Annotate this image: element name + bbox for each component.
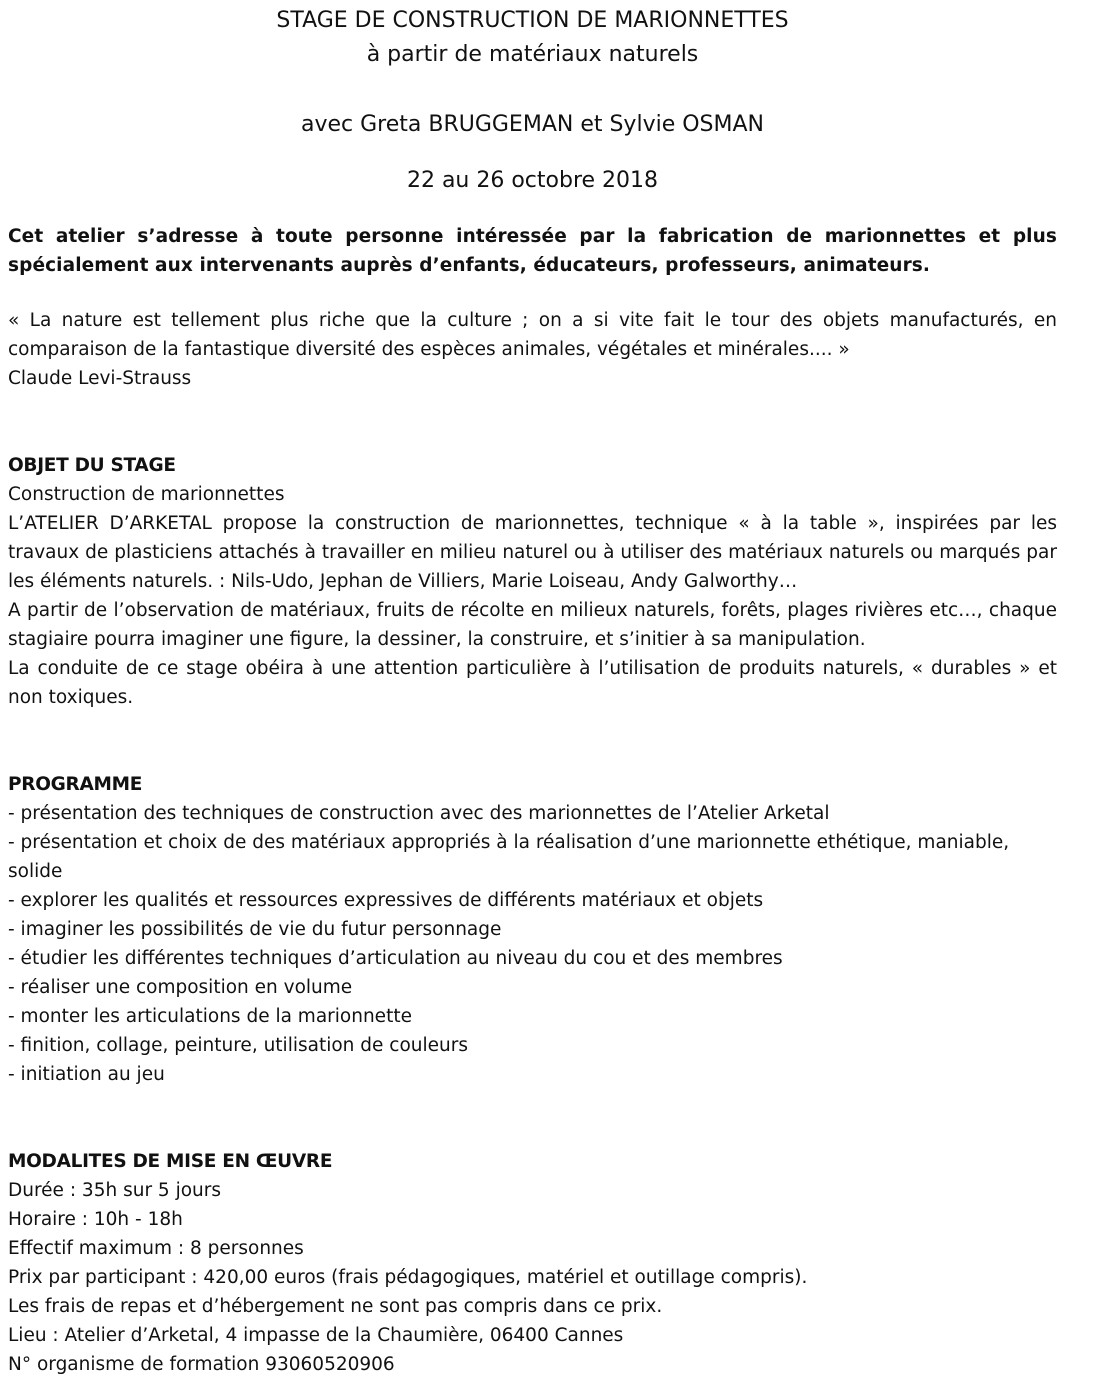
section-title-programme: PROGRAMME bbox=[8, 774, 143, 795]
quote-author: Claude Levi-Strauss bbox=[8, 368, 192, 389]
modalites-line: Durée : 35h sur 5 jours bbox=[8, 1180, 222, 1201]
programme-item: - monter les articulations de la marionnette bbox=[8, 1006, 412, 1027]
intro-paragraph: Cet atelier s’adresse à toute personne intéressée par la fabrication de marionnettes et plus spécialement aux intervenants auprès d’enfants, éducateurs, professeurs, animateurs. bbox=[8, 226, 1057, 276]
section-objet bbox=[8, 451, 1057, 712]
programme-item: - présentation et choix de des matériaux appropriés à la réalisation d’une marionnette ethétique, maniable, solide bbox=[8, 832, 1010, 882]
programme-item: - étudier les différentes techniques d’articulation au niveau du cou et des membres bbox=[8, 948, 783, 969]
title-block bbox=[8, 0, 1057, 72]
programme-item: - présentation des techniques de construction avec des marionnettes de l’Atelier Arketal bbox=[8, 803, 830, 824]
quote-text: « La nature est tellement plus riche que la culture ; on a si vite fait le tour des objets manufacturés, en comparaison de la fantastique diversité des espèces animales, végétales et minérales.... » bbox=[8, 310, 1057, 360]
section-modalites bbox=[8, 1147, 1057, 1379]
modalites-line: Les frais de repas et d’hébergement ne sont pas compris dans ce prix. bbox=[8, 1296, 663, 1317]
modalites-line: Effectif maximum : 8 personnes bbox=[8, 1238, 304, 1259]
section-programme bbox=[8, 770, 1057, 1089]
section-title-modalites: MODALITES DE MISE EN ŒUVRE bbox=[8, 1151, 333, 1172]
modalites-line: Prix par participant : 420,00 euros (frais pédagogiques, matériel et outillage compris). bbox=[8, 1267, 808, 1288]
title-line-2: à partir de matériaux naturels bbox=[366, 42, 699, 67]
programme-item: - finition, collage, peinture, utilisation de couleurs bbox=[8, 1035, 468, 1056]
title-line-1: STAGE DE CONSTRUCTION DE MARIONNETTES bbox=[276, 8, 789, 33]
dates-line: 22 au 26 octobre 2018 bbox=[406, 168, 659, 193]
modalites-line: Horaire : 10h - 18h bbox=[8, 1209, 183, 1230]
authors-line: avec Greta BRUGGEMAN et Sylvie OSMAN bbox=[300, 112, 764, 137]
section-title-objet: OBJET DU STAGE bbox=[8, 455, 176, 476]
objet-paragraph-3: La conduite de ce stage obéira à une attention particulière à l’utilisation de produits naturels, « durables » et non toxiques. bbox=[8, 658, 1057, 708]
programme-item: - réaliser une composition en volume bbox=[8, 977, 353, 998]
modalites-line: N° organisme de formation 93060520906 bbox=[8, 1354, 395, 1375]
modalites-line: Lieu : Atelier d’Arketal, 4 impasse de la Chaumière, 06400 Cannes bbox=[8, 1325, 624, 1346]
objet-paragraph-1: L’ATELIER D’ARKETAL propose la construction de marionnettes, technique « à la table », inspirées par les travaux de plasticiens attachés à travailler en milieu naturel ou à utiliser des matériaux naturels ou marqués par les éléments naturels. : Nils-Udo, Jephan de Villiers, Marie Loiseau, Andy Galworthy… bbox=[8, 513, 1057, 592]
quote-block bbox=[8, 306, 1057, 393]
programme-item: - imaginer les possibilités de vie du futur personnage bbox=[8, 919, 502, 940]
programme-item: - initiation au jeu bbox=[8, 1064, 165, 1085]
programme-item: - explorer les qualités et ressources expressives de différents matériaux et objets bbox=[8, 890, 764, 911]
objet-subtitle: Construction de marionnettes bbox=[8, 484, 285, 505]
objet-paragraph-2: A partir de l’observation de matériaux, fruits de récolte en milieux naturels, forêts, plages rivières etc…, chaque stagiaire pourra imaginer une figure, la dessiner, la construire, et s’initier à sa manipulation. bbox=[8, 600, 1057, 650]
